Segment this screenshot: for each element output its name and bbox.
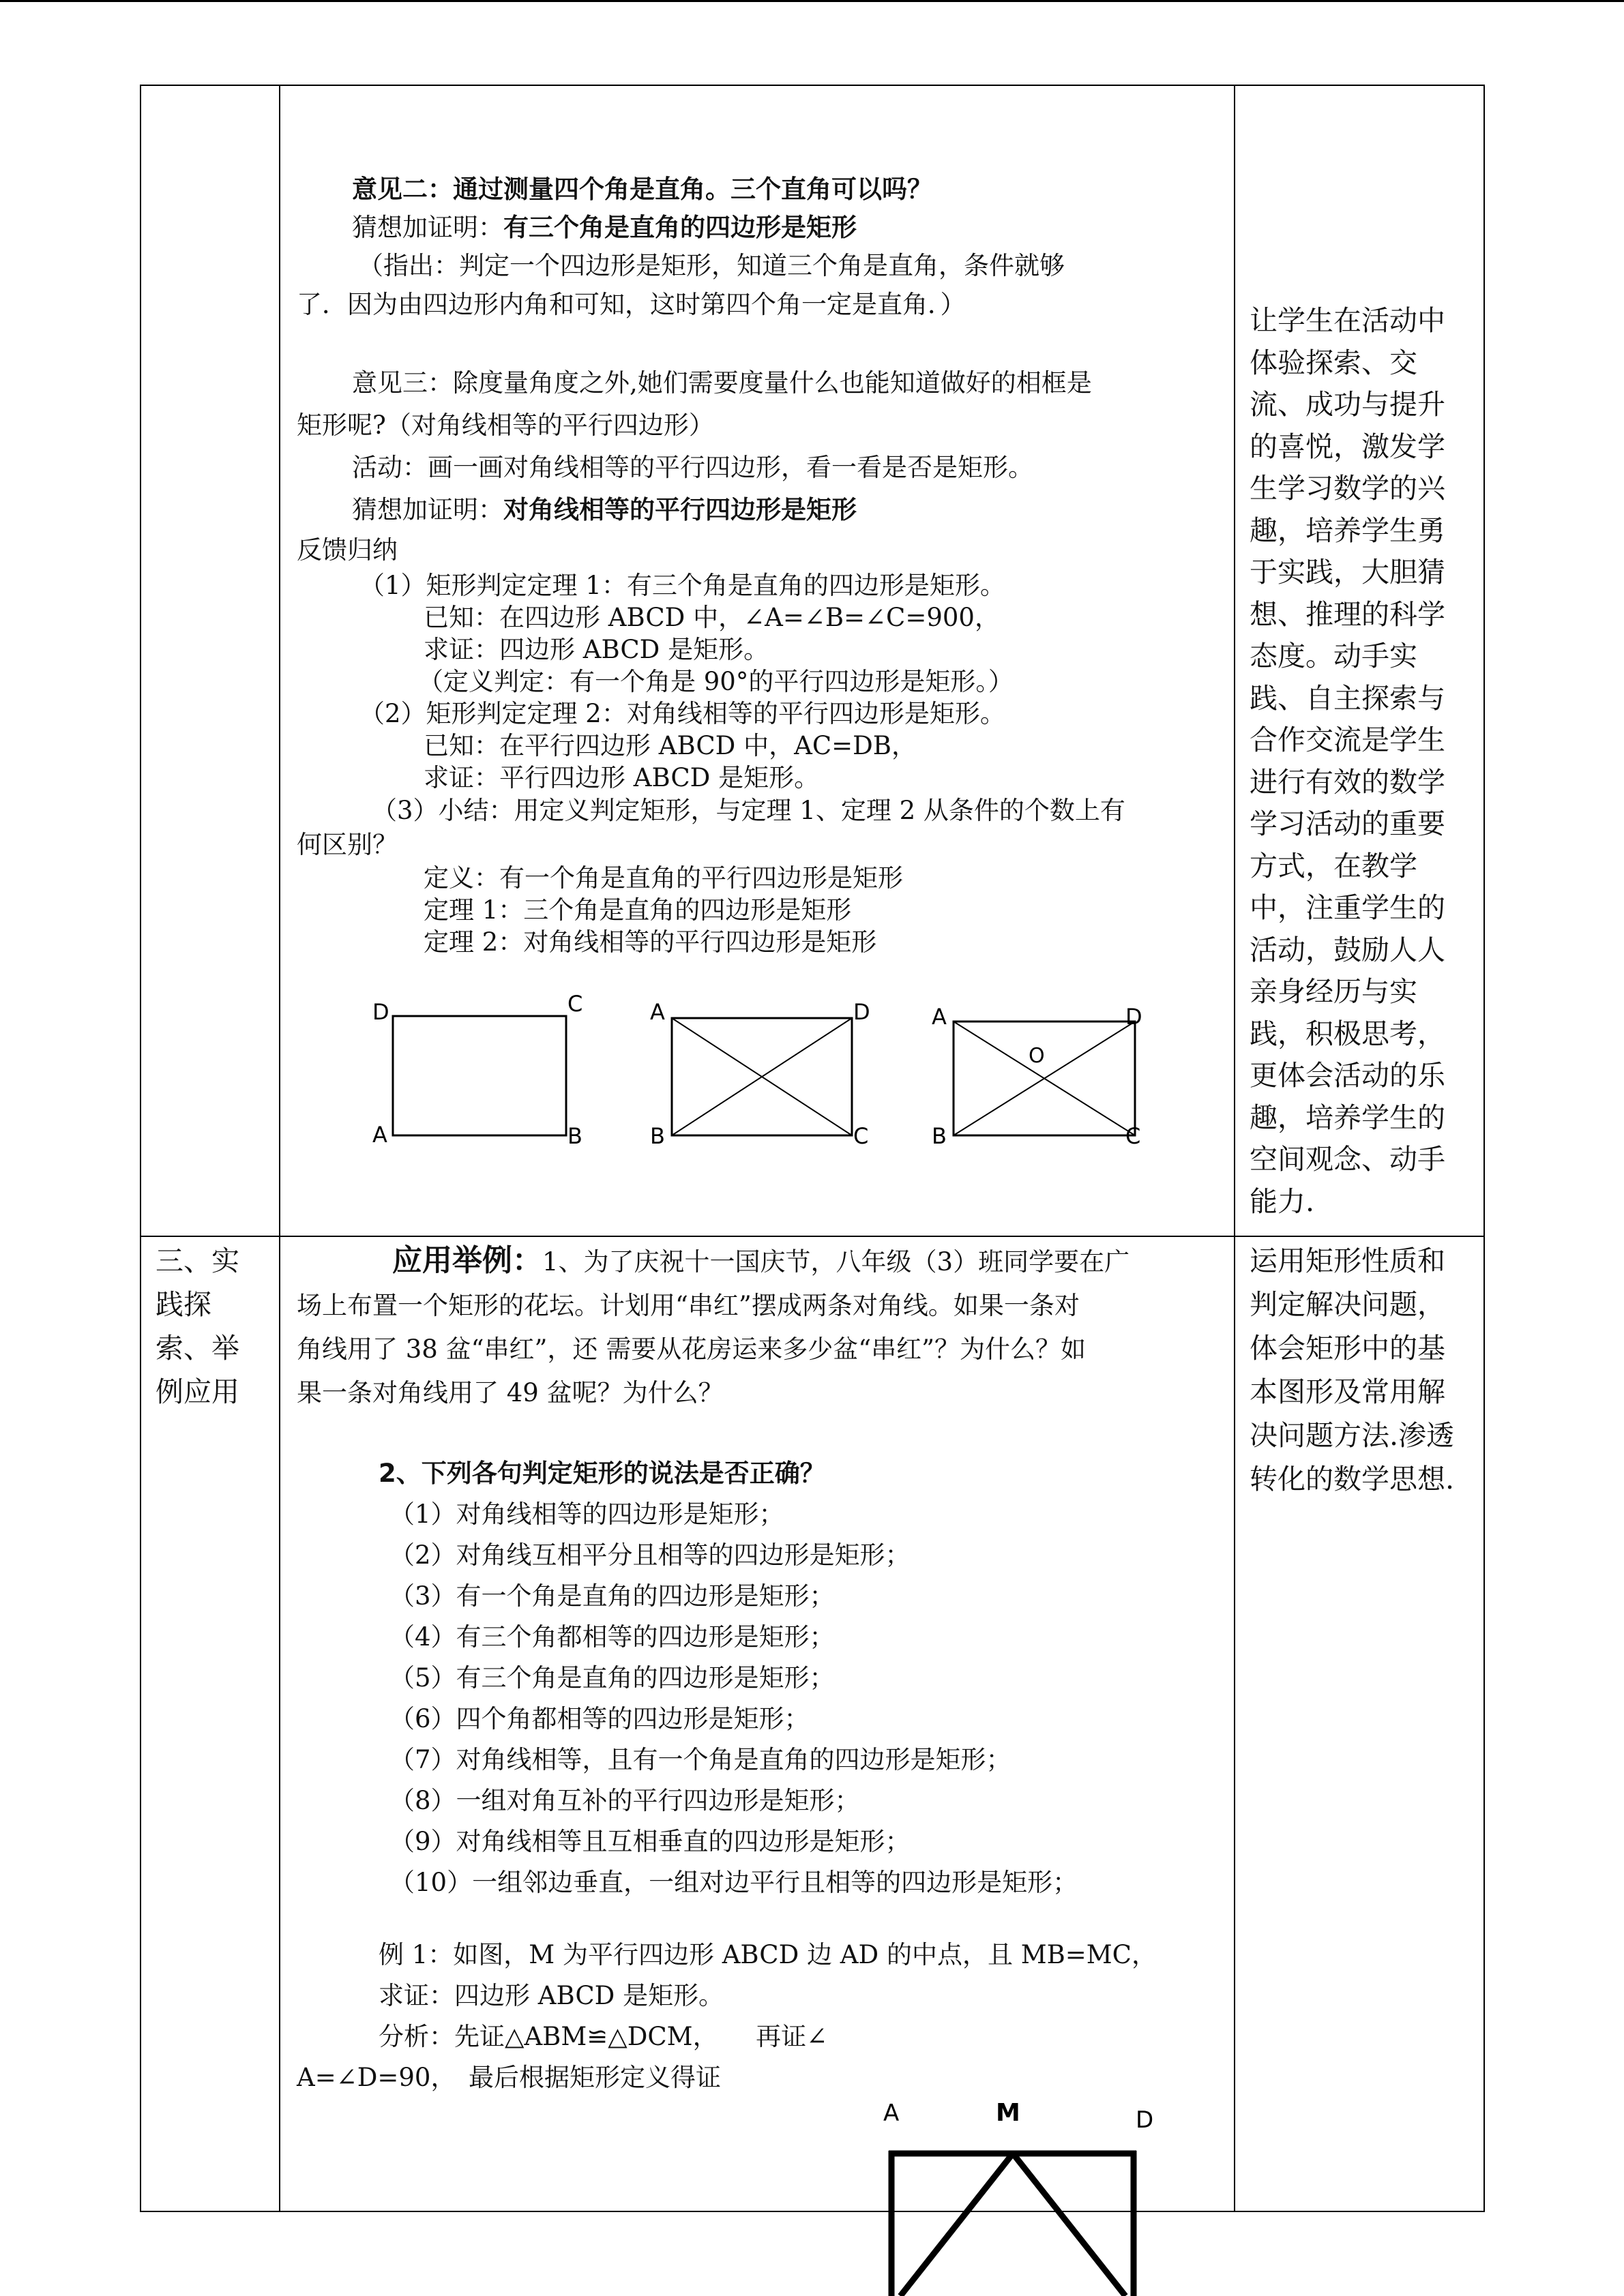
fig2-label-bl: B bbox=[650, 1123, 665, 1149]
fig1-label-br: B bbox=[567, 1123, 582, 1149]
fig3-label-bl: B bbox=[932, 1123, 947, 1149]
stage-label-line: 三、实 bbox=[156, 1244, 239, 1277]
sidebar1-line: 流、成功与提升 bbox=[1250, 388, 1445, 421]
question2-item: （1）对角线相等的四边形是矩形； bbox=[389, 1500, 784, 1529]
page-top-border bbox=[0, 0, 1624, 2]
app-example-line3: 角线用了 38 盆“串红”，还 需要从花房运来多少盆“串红”？为什么？如 bbox=[297, 1335, 1087, 1364]
sidebar2-line: 决问题方法.渗透 bbox=[1250, 1419, 1455, 1452]
question2-item: （3）有一个角是直角的四边形是矩形； bbox=[389, 1581, 835, 1611]
note-line1: （指出：判定一个四边形是矩形，知道三个角是直角，条件就够 bbox=[358, 251, 1065, 281]
app-example-line2: 场上布置一个矩形的花坛。计划用“串红”摆成两条对角线。如果一条对 bbox=[297, 1291, 1080, 1320]
sidebar1-notes bbox=[1250, 300, 1445, 1223]
fig1-label-tl: D bbox=[372, 999, 389, 1025]
summary-line1: （3）小结：用定义判定矩形，与定理 1、定理 2 从条件的个数上有 bbox=[372, 795, 1125, 825]
question2-item: （10）一组邻边垂直，一组对边平行且相等的四边形是矩形； bbox=[389, 1868, 1078, 1897]
guess1-line: 猜想加证明：有三个角是直角的四边形是矩形 bbox=[352, 213, 857, 243]
sidebar1-line: 合作交流是学生 bbox=[1250, 724, 1445, 756]
fig3-label-tr: D bbox=[1125, 1004, 1142, 1030]
example1-line4: A=∠D=90， 最后根据矩形定义得证 bbox=[297, 2063, 721, 2092]
figure-rectangle-center bbox=[932, 1004, 1142, 1149]
theorem1-note: （定义判定：有一个角是 90°的平行四边形是矩形。） bbox=[418, 666, 1014, 696]
sidebar1-line: 的喜悦，激发学 bbox=[1250, 430, 1445, 463]
question2-items bbox=[297, 1494, 1157, 1903]
note-line2: 了．因为由四边形内角和可知，这时第四个角一定是直角．） bbox=[297, 289, 966, 319]
sidebar2-line: 转化的数学思想. bbox=[1250, 1463, 1455, 1495]
section2-content bbox=[297, 1239, 1157, 2098]
fig4-label-d: D bbox=[1136, 2106, 1154, 2134]
section1-content bbox=[297, 170, 1125, 958]
sidebar1-line: 态度。动手实 bbox=[1250, 640, 1417, 672]
theorem1-given: 已知：在四边形 ABCD 中，∠A=∠B=∠C=900， bbox=[424, 602, 1000, 632]
theorem2-summary: 定理 2：对角线相等的平行四边形是矩形 bbox=[424, 927, 877, 957]
figure-rectangle-diagonals bbox=[650, 999, 870, 1149]
fig1-label-bl: A bbox=[372, 1122, 387, 1148]
theorem2-prove: 求证：平行四边形 ABCD 是矩形。 bbox=[424, 762, 820, 792]
sidebar1-line: 让学生在活动中 bbox=[1250, 304, 1445, 337]
example1-figure bbox=[873, 2093, 1160, 2296]
question2-item: （7）对角线相等，且有一个角是直角的四边形是矩形； bbox=[389, 1745, 1012, 1774]
fig2-label-tl: A bbox=[650, 999, 665, 1025]
question2-heading: 2、下列各句判定矩形的说法是否正确？ bbox=[379, 1459, 825, 1488]
stage-label bbox=[156, 1239, 239, 1414]
question2-item: （2）对角线互相平分且相等的四边形是矩形； bbox=[389, 1540, 911, 1570]
example1-line2: 求证：四边形 ABCD 是矩形。 bbox=[379, 1981, 724, 2010]
sidebar1-line: 体验探索、交 bbox=[1250, 346, 1417, 379]
app-example-line1: 应用举例：1、为了庆祝十一国庆节，八年级（3）班同学要在广 bbox=[392, 1243, 1130, 1278]
rectangle-figures bbox=[368, 992, 1187, 1163]
stage-label-line: 例应用 bbox=[156, 1375, 239, 1408]
fig3-label-center: O bbox=[1029, 1044, 1045, 1068]
row-divider bbox=[140, 1236, 1485, 1237]
guess2-line: 猜想加证明：对角线相等的平行四边形是矩形 bbox=[352, 494, 857, 524]
question2-item: （9）对角线相等且互相垂直的四边形是矩形； bbox=[389, 1827, 911, 1856]
sidebar1-line: 践，积极思考， bbox=[1250, 1017, 1445, 1050]
column-divider-stage bbox=[279, 85, 280, 2212]
theorem1: （1）矩形判定定理 1：有三个角是直角的四边形是矩形。 bbox=[359, 570, 1005, 600]
summary-line2: 何区别？ bbox=[297, 829, 398, 859]
app-example-line4: 果一条对角线用了 49 盆呢？为什么？ bbox=[297, 1378, 724, 1407]
fig2-label-tr: D bbox=[853, 999, 870, 1025]
sidebar2-notes bbox=[1250, 1239, 1454, 1501]
sidebar1-line: 生学习数学的兴 bbox=[1250, 472, 1445, 505]
theorem1-summary: 定理 1：三个角是直角的四边形是矩形 bbox=[424, 895, 852, 925]
sidebar2-line: 体会矩形中的基 bbox=[1250, 1332, 1445, 1365]
opinion3-line1: 意见三：除度量角度之外,她们需要度量什么也能知道做好的相框是 bbox=[352, 368, 1092, 398]
sidebar1-line: 更体会活动的乐 bbox=[1250, 1059, 1445, 1092]
sidebar1-line: 进行有效的数学 bbox=[1250, 765, 1445, 799]
fig3-label-br: C bbox=[1125, 1123, 1141, 1149]
feedback-heading: 反馈归纳 bbox=[297, 535, 398, 565]
question2-item: （5）有三个角是直角的四边形是矩形； bbox=[389, 1663, 835, 1693]
fig3-label-tl: A bbox=[932, 1004, 947, 1030]
fig2-label-br: C bbox=[853, 1123, 869, 1149]
question2-item: （4）有三个角都相等的四边形是矩形； bbox=[389, 1622, 835, 1652]
fig4-label-m: M bbox=[996, 2099, 1020, 2127]
figure-rectangle-plain bbox=[372, 992, 582, 1149]
sidebar1-line: 学习活动的重要 bbox=[1250, 807, 1445, 840]
opinion3-line2: 矩形呢?（对角线相等的平行四边形） bbox=[297, 410, 714, 440]
sidebar1-line: 于实践，大胆猜 bbox=[1250, 556, 1445, 588]
theorem2: （2）矩形判定定理 2：对角线相等的平行四边形是矩形。 bbox=[359, 698, 1005, 728]
sidebar1-line: 亲身经历与实 bbox=[1250, 975, 1417, 1008]
column-divider-notes bbox=[1234, 85, 1235, 2212]
fig4-label-a: A bbox=[883, 2100, 900, 2127]
theorem1-prove: 求证：四边形 ABCD 是矩形。 bbox=[424, 634, 769, 664]
question2-item: （8）一组对角互补的平行四边形是矩形； bbox=[389, 1786, 860, 1815]
example1-line1: 例 1：如图，M 为平行四边形 ABCD 边 AD 的中点，且 MB=MC， bbox=[379, 1940, 1157, 1969]
theorem2-given: 已知：在平行四边形 ABCD 中，AC=DB， bbox=[424, 730, 917, 760]
sidebar1-line: 趣，培养学生的 bbox=[1250, 1101, 1445, 1134]
question2-item: （6）四个角都相等的四边形是矩形； bbox=[389, 1704, 810, 1733]
sidebar1-line: 践、自主探索与 bbox=[1250, 681, 1445, 715]
sidebar1-line: 能力. bbox=[1250, 1184, 1315, 1218]
sidebar2-line: 运用矩形性质和 bbox=[1250, 1244, 1445, 1277]
sidebar1-line: 中，注重学生的 bbox=[1250, 891, 1445, 924]
sidebar1-line: 趣，培养学生勇 bbox=[1250, 513, 1445, 547]
sidebar2-line: 判定解决问题， bbox=[1250, 1288, 1445, 1321]
sidebar1-line: 方式，在教学 bbox=[1250, 849, 1417, 882]
sidebar1-line: 空间观念、动手 bbox=[1250, 1143, 1445, 1176]
opinion2-heading: 意见二：通过测量四个角是直角。三个直角可以吗？ bbox=[352, 175, 932, 204]
stage-label-line: 践探 bbox=[156, 1288, 211, 1321]
sidebar2-line: 本图形及常用解 bbox=[1250, 1375, 1445, 1408]
example1-line3: 分析：先证△ABM≌△DCM， 再证∠ bbox=[379, 2022, 828, 2051]
fig1-label-tr: C bbox=[567, 992, 583, 1017]
stage-label-line: 索、举 bbox=[156, 1332, 239, 1365]
sidebar1-line: 活动，鼓励人人 bbox=[1250, 933, 1445, 966]
definition-line: 定义：有一个角是直角的平行四边形是矩形 bbox=[424, 863, 903, 893]
sidebar1-line: 想、推理的科学 bbox=[1250, 597, 1445, 631]
activity-line: 活动：画一画对角线相等的平行四边形，看一看是否是矩形。 bbox=[352, 452, 1033, 482]
